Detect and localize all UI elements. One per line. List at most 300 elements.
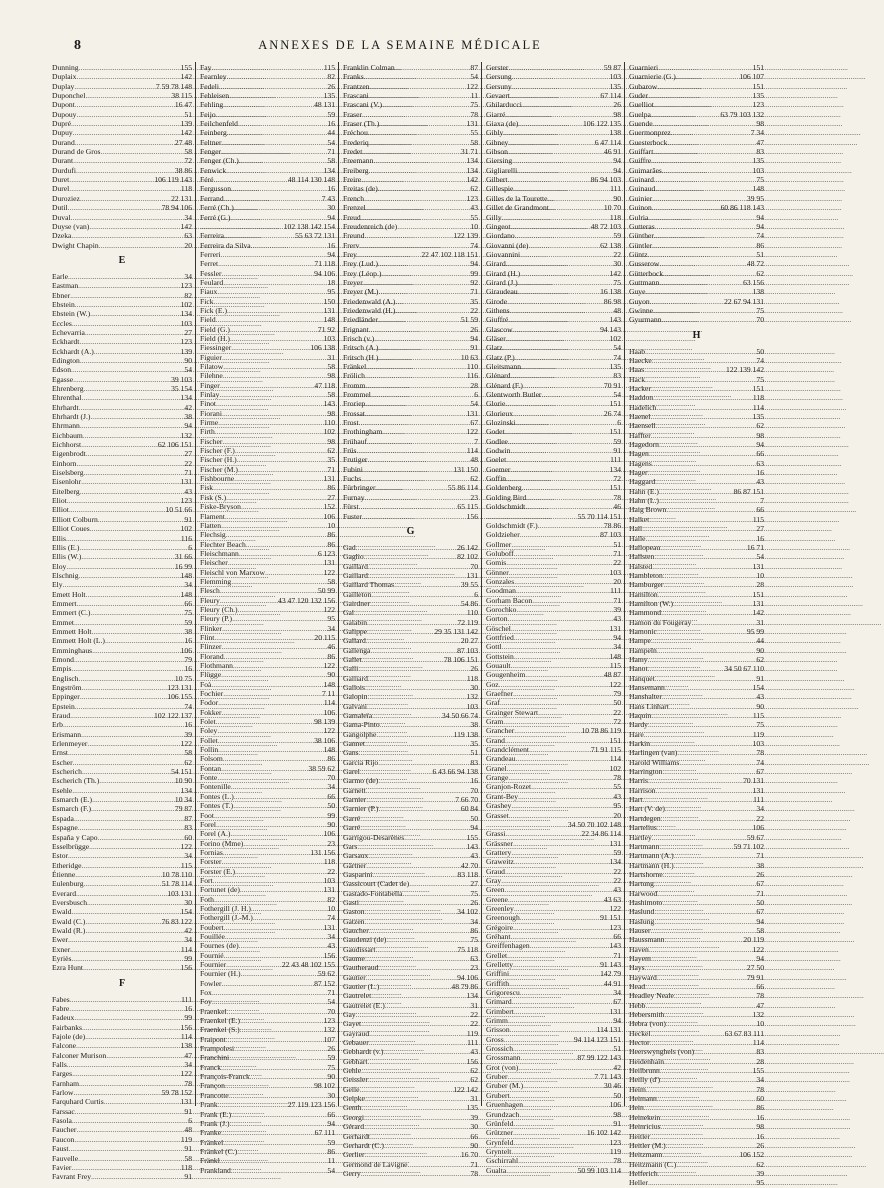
index-entry — [52, 319, 192, 328]
running-title: ANNEXES DE LA SEMAINE MÉDICALE — [258, 38, 542, 52]
index-entry — [200, 1063, 335, 1072]
entry-name: Grossich — [486, 1044, 513, 1054]
entry-pages: 132 — [752, 1010, 764, 1020]
entry-name: Gingeot — [486, 221, 511, 231]
entry-pages: 59 — [327, 1137, 335, 1147]
entry-pages: 70 — [470, 785, 478, 795]
leader-dots — [645, 287, 751, 296]
entry-pages: 143 — [609, 941, 621, 951]
entry-pages: 70 — [327, 1006, 335, 1016]
index-entry — [343, 250, 478, 259]
entry-pages: 118 — [609, 212, 621, 222]
entry-name: Ferré (G.) — [200, 212, 231, 222]
entry-name: Glatz — [486, 343, 503, 353]
entry-pages: 102 — [323, 427, 335, 437]
leader-dots — [369, 325, 470, 334]
entry-pages: 87 — [184, 813, 192, 823]
index-entry — [52, 711, 192, 720]
entry-name: Früs — [343, 446, 357, 456]
entry-pages: 148 — [323, 315, 335, 325]
leader-dots — [357, 250, 420, 259]
entry-pages: 65 115 — [457, 502, 478, 512]
leader-dots — [92, 795, 174, 804]
leader-dots — [214, 633, 313, 642]
index-entry — [486, 549, 621, 558]
index-entry — [629, 814, 764, 823]
leader-dots — [644, 730, 752, 739]
entry-name: Freudenreich (de) — [343, 221, 398, 231]
index-entry — [200, 801, 335, 810]
entry-name: Dupuy — [52, 128, 73, 138]
entry-name: Fonte — [200, 773, 218, 783]
entry-name: Fleischer — [200, 558, 228, 568]
index-entry — [486, 829, 621, 838]
entry-pages: 102 — [180, 524, 192, 534]
index-entry — [343, 474, 478, 483]
entry-pages: 78 — [470, 1168, 478, 1178]
index-entry — [52, 1116, 192, 1125]
index-entry — [52, 147, 192, 156]
leader-dots — [648, 213, 755, 222]
entry-pages: 94 — [756, 916, 764, 926]
leader-dots — [216, 399, 323, 408]
entry-pages: 42 70 — [460, 860, 478, 870]
index-entry — [629, 412, 764, 421]
entry-name: Gorochko — [486, 604, 517, 614]
entry-name: Hebersmith — [629, 1010, 665, 1020]
index-entry — [343, 184, 478, 193]
leader-dots — [368, 128, 470, 137]
leader-dots — [240, 1016, 323, 1025]
index-entry — [629, 1132, 764, 1141]
leader-dots — [225, 512, 323, 521]
leader-dots — [518, 1063, 612, 1072]
index-entry — [52, 468, 192, 477]
entry-name: Gross — [486, 1034, 504, 1044]
index-entry — [486, 147, 621, 156]
entry-name: Gersuny — [486, 81, 512, 91]
entry-pages: 75 — [470, 888, 478, 898]
leader-dots — [79, 337, 179, 346]
entry-name: Foth — [200, 894, 214, 904]
index-entry — [629, 1001, 764, 1010]
entry-name: Glorie — [486, 399, 506, 409]
entry-name: Fraenkel (E.) — [200, 1016, 241, 1026]
entry-pages: 99 — [327, 810, 335, 820]
index-entry — [52, 421, 192, 430]
entry-pages: 94 — [470, 823, 478, 833]
entry-name: Gollmer — [486, 539, 512, 549]
index-entry — [343, 851, 478, 860]
leader-dots — [223, 689, 321, 698]
entry-name: Duval — [52, 212, 71, 222]
entry-pages: 122 — [180, 1069, 192, 1079]
entry-pages: 63 — [470, 953, 478, 963]
entry-pages: 62 — [470, 184, 478, 194]
entry-pages: 79 — [184, 654, 192, 664]
leader-dots — [657, 82, 751, 91]
entry-name: Espagne — [52, 823, 78, 833]
leader-dots — [362, 655, 443, 664]
entry-pages: 67 — [613, 997, 621, 1007]
index-entry — [629, 618, 764, 627]
entry-name: Franks — [343, 72, 364, 82]
entry-name: Esehle — [52, 785, 73, 795]
entry-name: Elliott Colburn — [52, 514, 98, 524]
entry-pages: 35 — [470, 296, 478, 306]
leader-dots — [656, 786, 752, 795]
index-entry — [343, 590, 478, 599]
index-entry — [343, 599, 478, 608]
entry-pages: 60 — [184, 832, 192, 842]
entry-pages: 99 — [470, 268, 478, 278]
entry-name: Genth — [343, 1103, 362, 1113]
entry-pages: 42 — [184, 402, 192, 412]
entry-name: Helferich — [629, 1168, 658, 1178]
entry-pages: 123 — [609, 1137, 621, 1147]
entry-name: Gaillard — [343, 570, 368, 580]
index-entry — [629, 306, 764, 315]
index-entry — [200, 867, 335, 876]
entry-pages: 106 — [323, 829, 335, 839]
entry-name: Eastman — [52, 281, 79, 291]
leader-dots — [71, 664, 183, 673]
leader-dots — [676, 1160, 755, 1169]
entry-name: Frey (Léop.) — [343, 268, 382, 278]
index-entry — [486, 315, 621, 324]
entry-name: Graefner — [486, 689, 513, 699]
entry-pages: 122 — [466, 81, 478, 91]
entry-name: Ehrhardt — [52, 402, 79, 412]
entry-pages: 31 71 — [460, 147, 478, 157]
entry-name: Durant — [52, 156, 74, 166]
index-entry — [343, 571, 478, 580]
section-letter: H — [692, 329, 701, 341]
index-entry — [629, 119, 764, 128]
entry-name: Gaillard Thomas — [343, 580, 395, 590]
leader-dots — [648, 1178, 755, 1187]
index-entry — [200, 156, 335, 165]
page-header — [0, 38, 800, 58]
index-entry — [52, 431, 192, 440]
index-entry — [629, 1010, 764, 1019]
leader-dots — [233, 661, 323, 670]
index-entry — [200, 614, 335, 623]
entry-pages: 66 — [184, 598, 192, 608]
entry-pages: 27 — [470, 879, 478, 889]
leader-dots — [516, 754, 609, 763]
index-entry — [629, 393, 764, 402]
entry-name: Galippe — [343, 626, 368, 636]
index-entry — [343, 795, 478, 804]
entry-name: Georgi — [343, 1112, 364, 1122]
entry-pages: 51 — [613, 1044, 621, 1054]
leader-dots — [222, 624, 326, 633]
entry-name: Green — [486, 885, 505, 895]
entry-pages: 87 152 — [314, 978, 335, 988]
entry-name: Gasti — [343, 897, 360, 907]
index-entry — [200, 811, 335, 820]
index-entry — [200, 670, 335, 679]
index-entry — [343, 1160, 478, 1169]
index-entry — [629, 100, 764, 109]
entry-name: Haecke — [629, 355, 652, 365]
entry-name: Etheridge — [52, 860, 82, 870]
entry-name: Fournes (de) — [200, 941, 239, 951]
entry-pages: 48 114 130 148 — [287, 175, 335, 185]
entry-name: Durand de Gros — [52, 147, 101, 157]
leader-dots — [365, 739, 469, 748]
entry-pages: 71 118 — [314, 259, 335, 269]
entry-name: Garrigou-Desarènes — [343, 832, 405, 842]
leader-dots — [502, 343, 612, 352]
leader-dots — [510, 222, 589, 231]
index-entry — [343, 655, 478, 664]
index-entry — [200, 568, 335, 577]
leader-dots — [644, 365, 725, 374]
entry-name: Ewer — [52, 935, 69, 945]
entry-pages: 16 70 — [460, 1150, 478, 1160]
index-entry — [629, 297, 764, 306]
entry-name: Giuffré — [486, 315, 509, 325]
index-entry — [486, 362, 621, 371]
index-entry — [486, 624, 621, 633]
index-entry — [200, 269, 335, 278]
entry-name: Gangolphe — [343, 729, 377, 739]
entry-name: Fowler — [200, 978, 222, 988]
leader-dots — [386, 935, 469, 944]
entry-pages: 10 — [327, 903, 335, 913]
entry-name: Franklin Colman — [343, 63, 395, 72]
index-entry — [52, 935, 192, 944]
entry-pages: 58 — [327, 156, 335, 166]
entry-name: Friedenwald (H.) — [343, 305, 396, 315]
entry-name: Grattery — [486, 847, 512, 857]
entry-name: Fraser (Th.) — [343, 119, 380, 129]
entry-pages: 20 — [184, 240, 192, 250]
entry-name: Durel — [52, 184, 70, 194]
leader-dots — [514, 549, 613, 558]
entry-pages: 122 — [466, 427, 478, 437]
leader-dots — [222, 857, 323, 866]
index-entry — [343, 823, 478, 832]
leader-dots — [395, 63, 470, 72]
leader-dots — [218, 745, 322, 754]
index-entry — [486, 493, 621, 502]
leader-dots — [658, 590, 752, 599]
entry-pages: 44 — [756, 636, 764, 646]
entry-name: Hayem — [629, 953, 651, 963]
index-entry — [200, 642, 335, 651]
entry-pages: 106 138 — [310, 343, 335, 353]
leader-dots — [515, 353, 613, 362]
entry-pages: 48 — [184, 1125, 192, 1135]
leader-dots — [367, 702, 466, 711]
leader-dots — [648, 664, 724, 673]
index-entry — [200, 951, 335, 960]
index-entry — [629, 870, 764, 879]
index-entry — [52, 1088, 192, 1097]
leader-dots — [663, 870, 756, 879]
entry-name: Gaglio — [343, 552, 364, 562]
entry-pages: 75 — [613, 277, 621, 287]
entry-pages: 60 86 118 143 — [720, 203, 764, 213]
entry-name: Fränkel (C.) — [200, 1146, 238, 1156]
entry-name: Duret — [52, 175, 70, 185]
index-entry — [52, 138, 192, 147]
entry-pages: 94 — [613, 165, 621, 175]
index-entry — [343, 110, 478, 119]
leader-dots — [507, 764, 609, 773]
leader-dots — [75, 300, 180, 309]
leader-dots — [650, 1132, 755, 1141]
leader-dots — [362, 1103, 466, 1112]
index-entry — [629, 63, 764, 72]
entry-pages: 95 — [327, 614, 335, 624]
entry-pages: 48 131 — [314, 100, 335, 110]
index-entry — [200, 820, 335, 829]
entry-name: Girard (J.) — [486, 277, 518, 287]
index-entry — [486, 885, 621, 894]
entry-name: Glorieux — [486, 408, 513, 418]
entry-name: Engström — [52, 683, 82, 692]
entry-pages: 16 138 — [600, 287, 621, 297]
entry-pages: 58 — [756, 925, 764, 935]
entry-name: Garel — [343, 767, 360, 777]
leader-dots — [371, 991, 465, 1000]
entry-pages: 43 — [470, 1047, 478, 1057]
entry-name: Gaucher — [343, 925, 369, 935]
index-entry — [343, 954, 478, 963]
index-entry — [52, 184, 192, 193]
entry-name: Faust — [52, 1144, 69, 1154]
entry-pages: 43 — [756, 477, 764, 487]
index-entry — [486, 72, 621, 81]
leader-dots — [70, 995, 180, 1004]
entry-pages: 38 59 62 — [308, 763, 335, 773]
leader-dots — [659, 440, 755, 449]
entry-pages: 55 63 72 131 — [295, 231, 335, 241]
entry-name: Glatz (P.) — [486, 352, 515, 362]
entry-name: Eversbusch — [52, 897, 88, 907]
index-entry — [343, 138, 478, 147]
entry-pages: 31 66 — [174, 552, 192, 562]
entry-pages: 78 106 151 — [443, 654, 478, 664]
entry-pages: 71 — [613, 595, 621, 605]
entry-name: Giarré — [486, 109, 506, 119]
entry-name: Hambleton — [629, 570, 663, 580]
index-entry — [486, 923, 621, 932]
entry-pages: 16 47 — [174, 100, 192, 110]
entry-name: Greenley — [486, 903, 514, 913]
entry-pages: 70 — [756, 315, 764, 325]
entry-pages: 34 — [613, 988, 621, 998]
entry-pages: 34 — [184, 271, 192, 281]
leader-dots — [90, 309, 180, 318]
entry-name: Griffini — [486, 969, 510, 979]
entry-pages: 122 — [609, 903, 621, 913]
index-entry — [629, 692, 764, 701]
index-entry — [629, 505, 764, 514]
leader-dots — [85, 926, 183, 935]
leader-dots — [645, 963, 746, 972]
leader-dots — [71, 119, 180, 128]
entry-pages: 142 — [609, 268, 621, 278]
index-entry — [629, 1178, 764, 1187]
entry-name: Guelpa — [629, 109, 651, 119]
leader-dots — [227, 72, 327, 81]
entry-name: Grossmann — [486, 1053, 521, 1063]
index-entry — [52, 72, 192, 81]
entry-name: Fehleisen — [200, 91, 230, 101]
index-entry — [486, 745, 621, 754]
leader-dots — [68, 1144, 183, 1153]
entry-name: Fornias — [200, 847, 223, 857]
entry-pages: 103 — [609, 72, 621, 82]
index-entry — [343, 720, 478, 729]
entry-pages: 123 131 — [167, 683, 192, 692]
leader-dots — [359, 502, 457, 511]
index-entry — [486, 661, 621, 670]
entry-pages: 91 — [184, 1172, 192, 1182]
entry-pages: 7 71 143 — [594, 1072, 621, 1082]
index-entry — [486, 997, 621, 1006]
leader-dots — [214, 811, 326, 820]
entry-name: Goelet — [486, 455, 507, 465]
index-entry — [486, 427, 621, 436]
entry-name: Granel — [486, 763, 507, 773]
leader-dots — [370, 646, 456, 655]
leader-dots — [361, 1019, 469, 1028]
entry-pages: 75 — [756, 305, 764, 315]
entry-name: Farnham — [52, 1078, 79, 1088]
entry-name: Fay — [200, 63, 212, 72]
index-entry — [200, 633, 335, 642]
leader-dots — [519, 1110, 612, 1119]
entry-pages: 27 — [184, 327, 192, 337]
entry-name: Grassi — [486, 829, 506, 839]
index-entry — [200, 343, 335, 352]
leader-dots — [224, 951, 323, 960]
index-entry — [629, 259, 764, 268]
leader-dots — [82, 861, 180, 870]
index-entry — [343, 1029, 478, 1038]
index-entry — [486, 605, 621, 614]
entry-pages: 106 119 143 — [154, 175, 192, 185]
index-entry — [200, 362, 335, 371]
leader-dots — [368, 674, 466, 683]
leader-dots — [231, 577, 326, 586]
leader-dots — [221, 764, 307, 773]
leader-dots — [218, 259, 313, 268]
leader-dots — [364, 72, 470, 81]
index-entry — [200, 717, 335, 726]
index-entry — [200, 1072, 335, 1081]
index-entry — [343, 692, 478, 701]
entry-name: Hartdegen — [629, 813, 661, 823]
index-entry — [200, 147, 335, 156]
leader-dots — [68, 272, 183, 281]
entry-name: Estor — [52, 851, 69, 861]
leader-dots — [222, 353, 326, 362]
leader-dots — [509, 811, 613, 820]
entry-pages: 16 — [184, 1004, 192, 1013]
entry-pages: 72 — [613, 717, 621, 727]
leader-dots — [233, 801, 326, 810]
entry-name: Goldenberg — [486, 483, 522, 493]
leader-dots — [369, 1029, 466, 1038]
index-entry — [343, 636, 478, 645]
